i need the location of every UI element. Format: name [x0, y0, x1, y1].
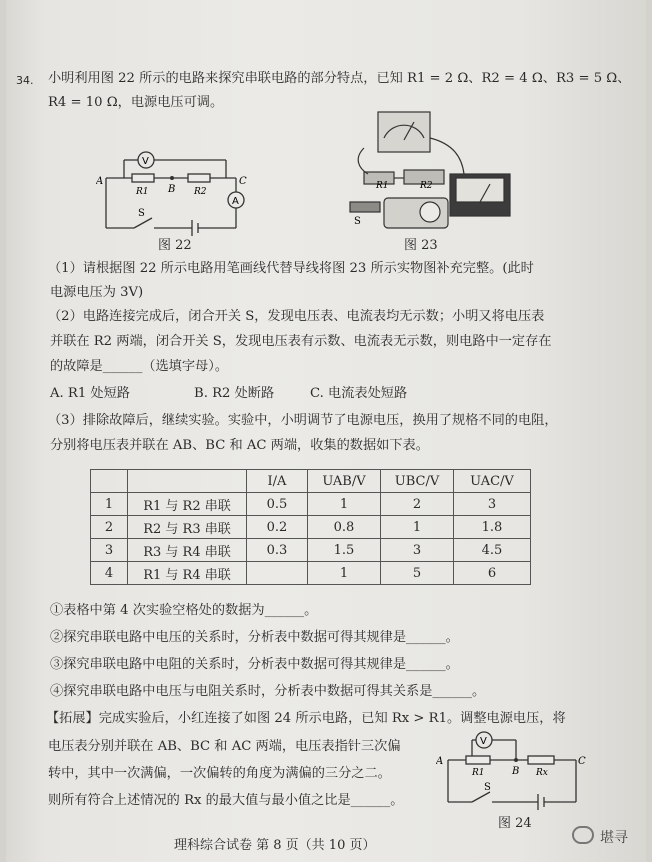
table-cell: R2 与 R3 串联	[128, 516, 247, 539]
intro-line-2: R4 = 10 Ω，电源电压可调。	[48, 95, 224, 110]
chat-bubble-icon	[572, 826, 594, 844]
switch-label: S	[138, 208, 145, 219]
voltmeter-label: V	[142, 156, 149, 167]
table-header: UAB/V	[308, 470, 381, 493]
table-header: I/A	[247, 470, 308, 493]
table-cell	[247, 562, 308, 585]
fig23-caption: 图 23	[404, 238, 438, 253]
table-cell: 3	[381, 539, 454, 562]
watermark	[572, 826, 628, 847]
r2-label: R2	[194, 187, 207, 197]
table-row	[91, 516, 531, 539]
extension-line-4: 则所有符合上述情况的 Rx 的最大值与最小值之比是______。	[48, 793, 404, 808]
option-b: B. R2 处断路	[194, 386, 275, 401]
table-cell: R3 与 R4 串联	[128, 539, 247, 562]
fig23-r2-label: R2	[420, 181, 433, 191]
table-cell: 3	[91, 539, 128, 562]
table-header	[128, 470, 247, 493]
table-cell: 2	[91, 516, 128, 539]
table-cell: 1	[381, 516, 454, 539]
table-cell: 1.5	[308, 539, 381, 562]
fig24-node-a: A	[436, 756, 444, 767]
table-row	[91, 493, 531, 516]
table-cell: 4	[91, 562, 128, 585]
table-header: UBC/V	[381, 470, 454, 493]
table-cell: 4.5	[454, 539, 531, 562]
table-cell: 0.5	[247, 493, 308, 516]
fig24-node-c: C	[578, 756, 586, 767]
table-cell: 0.3	[247, 539, 308, 562]
circuit-diagram-fig22	[96, 148, 256, 238]
table-row	[91, 539, 531, 562]
table-header: UAC/V	[454, 470, 531, 493]
fig22-caption: 图 22	[158, 238, 192, 253]
table-cell: 1	[308, 493, 381, 516]
apparatus-image-fig23	[344, 108, 514, 234]
question-4: ④探究串联电路中电压与电阻关系时，分析表中数据可得其关系是______。	[50, 684, 486, 699]
fig23-switch-label: S	[354, 216, 361, 227]
watermark-text: 堪寻	[600, 830, 628, 846]
question-number: 34.	[16, 74, 34, 87]
option-c: C. 电流表处短路	[310, 386, 408, 401]
node-c: C	[239, 176, 247, 187]
question-1: ①表格中第 4 次实验空格处的数据为______。	[50, 603, 318, 618]
extension-line-2: 电压表分别并联在 AB、BC 和 AC 两端，电压表指针三次偏	[48, 739, 401, 754]
table-cell: 0.2	[247, 516, 308, 539]
extension-line-1: 【拓展】完成实验后，小红连接了如图 24 所示电路，已知 Rx > R1。调整电源电压，将	[46, 711, 566, 726]
fig23-r1-label: R1	[376, 181, 389, 191]
fig24-switch-label: S	[484, 782, 491, 793]
table-cell: 2	[381, 493, 454, 516]
table-cell: R1 与 R2 串联	[128, 493, 247, 516]
circuit-diagram-fig24	[436, 722, 586, 814]
table-cell: R1 与 R4 串联	[128, 562, 247, 585]
ammeter-label: A	[232, 196, 239, 207]
part2-line-2: 并联在 R2 两端，闭合开关 S，发现电压表有示数、电流表无示数，则电路中一定存在	[50, 334, 552, 349]
intro-line-1: 小明利用图 22 所示的电路来探究串联电路的部分特点，已知 R1 = 2 Ω、R2 = 4 Ω、R3 = 5 Ω、	[48, 71, 631, 86]
fig24-caption: 图 24	[498, 816, 532, 831]
part1-line-1: （1）请根据图 22 所示电路用笔画线代替导线将图 23 所示实物图补充完整。(此时	[48, 261, 534, 276]
table-row	[91, 562, 531, 585]
part1-line-2: 电源电压为 3V)	[50, 285, 144, 300]
table-cell: 1.8	[454, 516, 531, 539]
table-cell: 1	[308, 562, 381, 585]
question-3: ③探究串联电路中电阻的关系时，分析表中数据可得其规律是______。	[50, 657, 459, 672]
table-header-row	[91, 470, 531, 493]
part2-line-1: （2）电路连接完成后，闭合开关 S，发现电压表、电流表均无示数；小明又将电压表	[48, 309, 545, 324]
fig24-r1-label: R1	[472, 768, 485, 778]
exam-page	[6, 0, 646, 862]
part2-line-3: 的故障是______（选填字母）。	[50, 359, 229, 374]
option-a: A. R1 处短路	[50, 386, 130, 401]
table-cell: 0.8	[308, 516, 381, 539]
node-a: A	[96, 176, 104, 187]
part3-line-1: （3）排除故障后，继续实验。实验中，小明调节了电源电压，换用了规格不同的电阻，	[48, 413, 558, 428]
fig24-rx-label: Rx	[536, 768, 548, 778]
fig24-voltmeter-label: V	[480, 736, 487, 747]
table-cell: 1	[91, 493, 128, 516]
table-cell: 5	[381, 562, 454, 585]
table-cell: 3	[454, 493, 531, 516]
page-footer: 理科综合试卷 第 8 页（共 10 页）	[174, 838, 376, 853]
data-table	[90, 469, 531, 585]
extension-line-3: 转中，其中一次满偏，一次偏转的角度为满偏的三分之二。	[48, 766, 391, 781]
table-header	[91, 470, 128, 493]
fig24-node-b: B	[512, 766, 520, 777]
table-cell: 6	[454, 562, 531, 585]
r1-label: R1	[136, 187, 149, 197]
part3-line-2: 分别将电压表并联在 AB、BC 和 AC 两端，收集的数据如下表。	[50, 438, 429, 453]
node-b: B	[168, 184, 176, 195]
question-2: ②探究串联电路中电压的关系时，分析表中数据可得其规律是______。	[50, 630, 459, 645]
